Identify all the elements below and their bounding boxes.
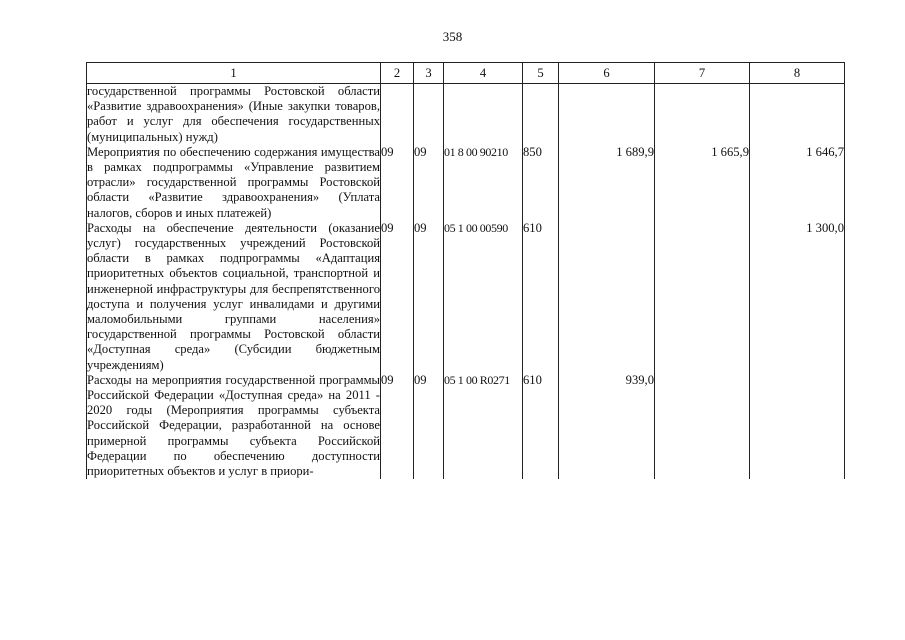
row-description: Расходы на мероприятия государственной программы Российской Федерации «Доступная среда» на 2011 - 2020 годы (Мероприятия программы субъекта Российской Федерации, разработанной на основе примерной программы субъекта Российской Федерации по обеспечению доступности приоритетных объектов и услуг в приори- (87, 372, 380, 479)
amount-col-7 (655, 373, 750, 479)
amount-col-6: 939,0 (559, 373, 655, 479)
amount-col-8: 1 646,7 (750, 145, 845, 221)
row-description: государственной программы Ростовской области «Развитие здравоохранения» (Иные закупки товаров, работ и услуг для обеспечения государственных (муниципальных) нужд) (87, 84, 380, 144)
row-description: Расходы на обеспечение деятельности (оказание услуг) государственных учреждений Ростовской области в рамках подпрограммы «Адаптация приоритетных объектов социальной, транспортной и инженерной инфраструктуры для беспрепятственного доступа и получения услуг инвалидами и другими маломобильными группами населения» государственной программы Ростовской области «Доступная среда» (Субсидии бюджетным учреждениям) (87, 220, 380, 372)
column-header: 6 (559, 63, 655, 84)
table-row (87, 373, 845, 479)
table-row (87, 84, 845, 145)
target-article-code: 05 1 00 R0271 (444, 373, 523, 479)
subsection-code: 09 (414, 373, 444, 479)
column-header: 3 (414, 63, 444, 84)
table-row (87, 221, 845, 373)
amount-col-6: 1 689,9 (559, 145, 655, 221)
table-row (87, 145, 845, 221)
expense-type-code: 610 (523, 221, 559, 373)
column-header: 5 (523, 63, 559, 84)
amount-col-6 (559, 84, 655, 145)
amount-col-7 (655, 84, 750, 145)
subsection-code (414, 84, 444, 145)
column-header: 7 (655, 63, 750, 84)
amount-col-7: 1 665,9 (655, 145, 750, 221)
expense-type-code: 850 (523, 145, 559, 221)
column-header: 1 (87, 63, 381, 84)
target-article-code: 05 1 00 00590 (444, 221, 523, 373)
column-header: 8 (750, 63, 845, 84)
column-header: 2 (381, 63, 414, 84)
amount-col-7 (655, 221, 750, 373)
amount-col-6 (559, 221, 655, 373)
page-number: 358 (442, 29, 463, 44)
target-article-code (444, 84, 523, 145)
expense-type-code: 610 (523, 373, 559, 479)
subsection-code: 09 (414, 221, 444, 373)
table-header-row (87, 63, 845, 84)
amount-col-8 (750, 84, 845, 145)
expense-type-code (523, 84, 559, 145)
section-code: 09 (381, 373, 414, 479)
row-description: Мероприятия по обеспечению содержания имущества в рамках подпрограммы «Управление развитием отрасли» государственной программы Ростовской области «Развитие здравоохранения» (Уплата налогов, сборов и иных платежей) (87, 144, 380, 220)
section-code: 09 (381, 221, 414, 373)
amount-col-8 (750, 373, 845, 479)
budget-table (86, 62, 845, 479)
column-header: 4 (444, 63, 523, 84)
amount-col-8: 1 300,0 (750, 221, 845, 373)
subsection-code: 09 (414, 145, 444, 221)
section-code (381, 84, 414, 145)
section-code: 09 (381, 145, 414, 221)
target-article-code: 01 8 00 90210 (444, 145, 523, 221)
